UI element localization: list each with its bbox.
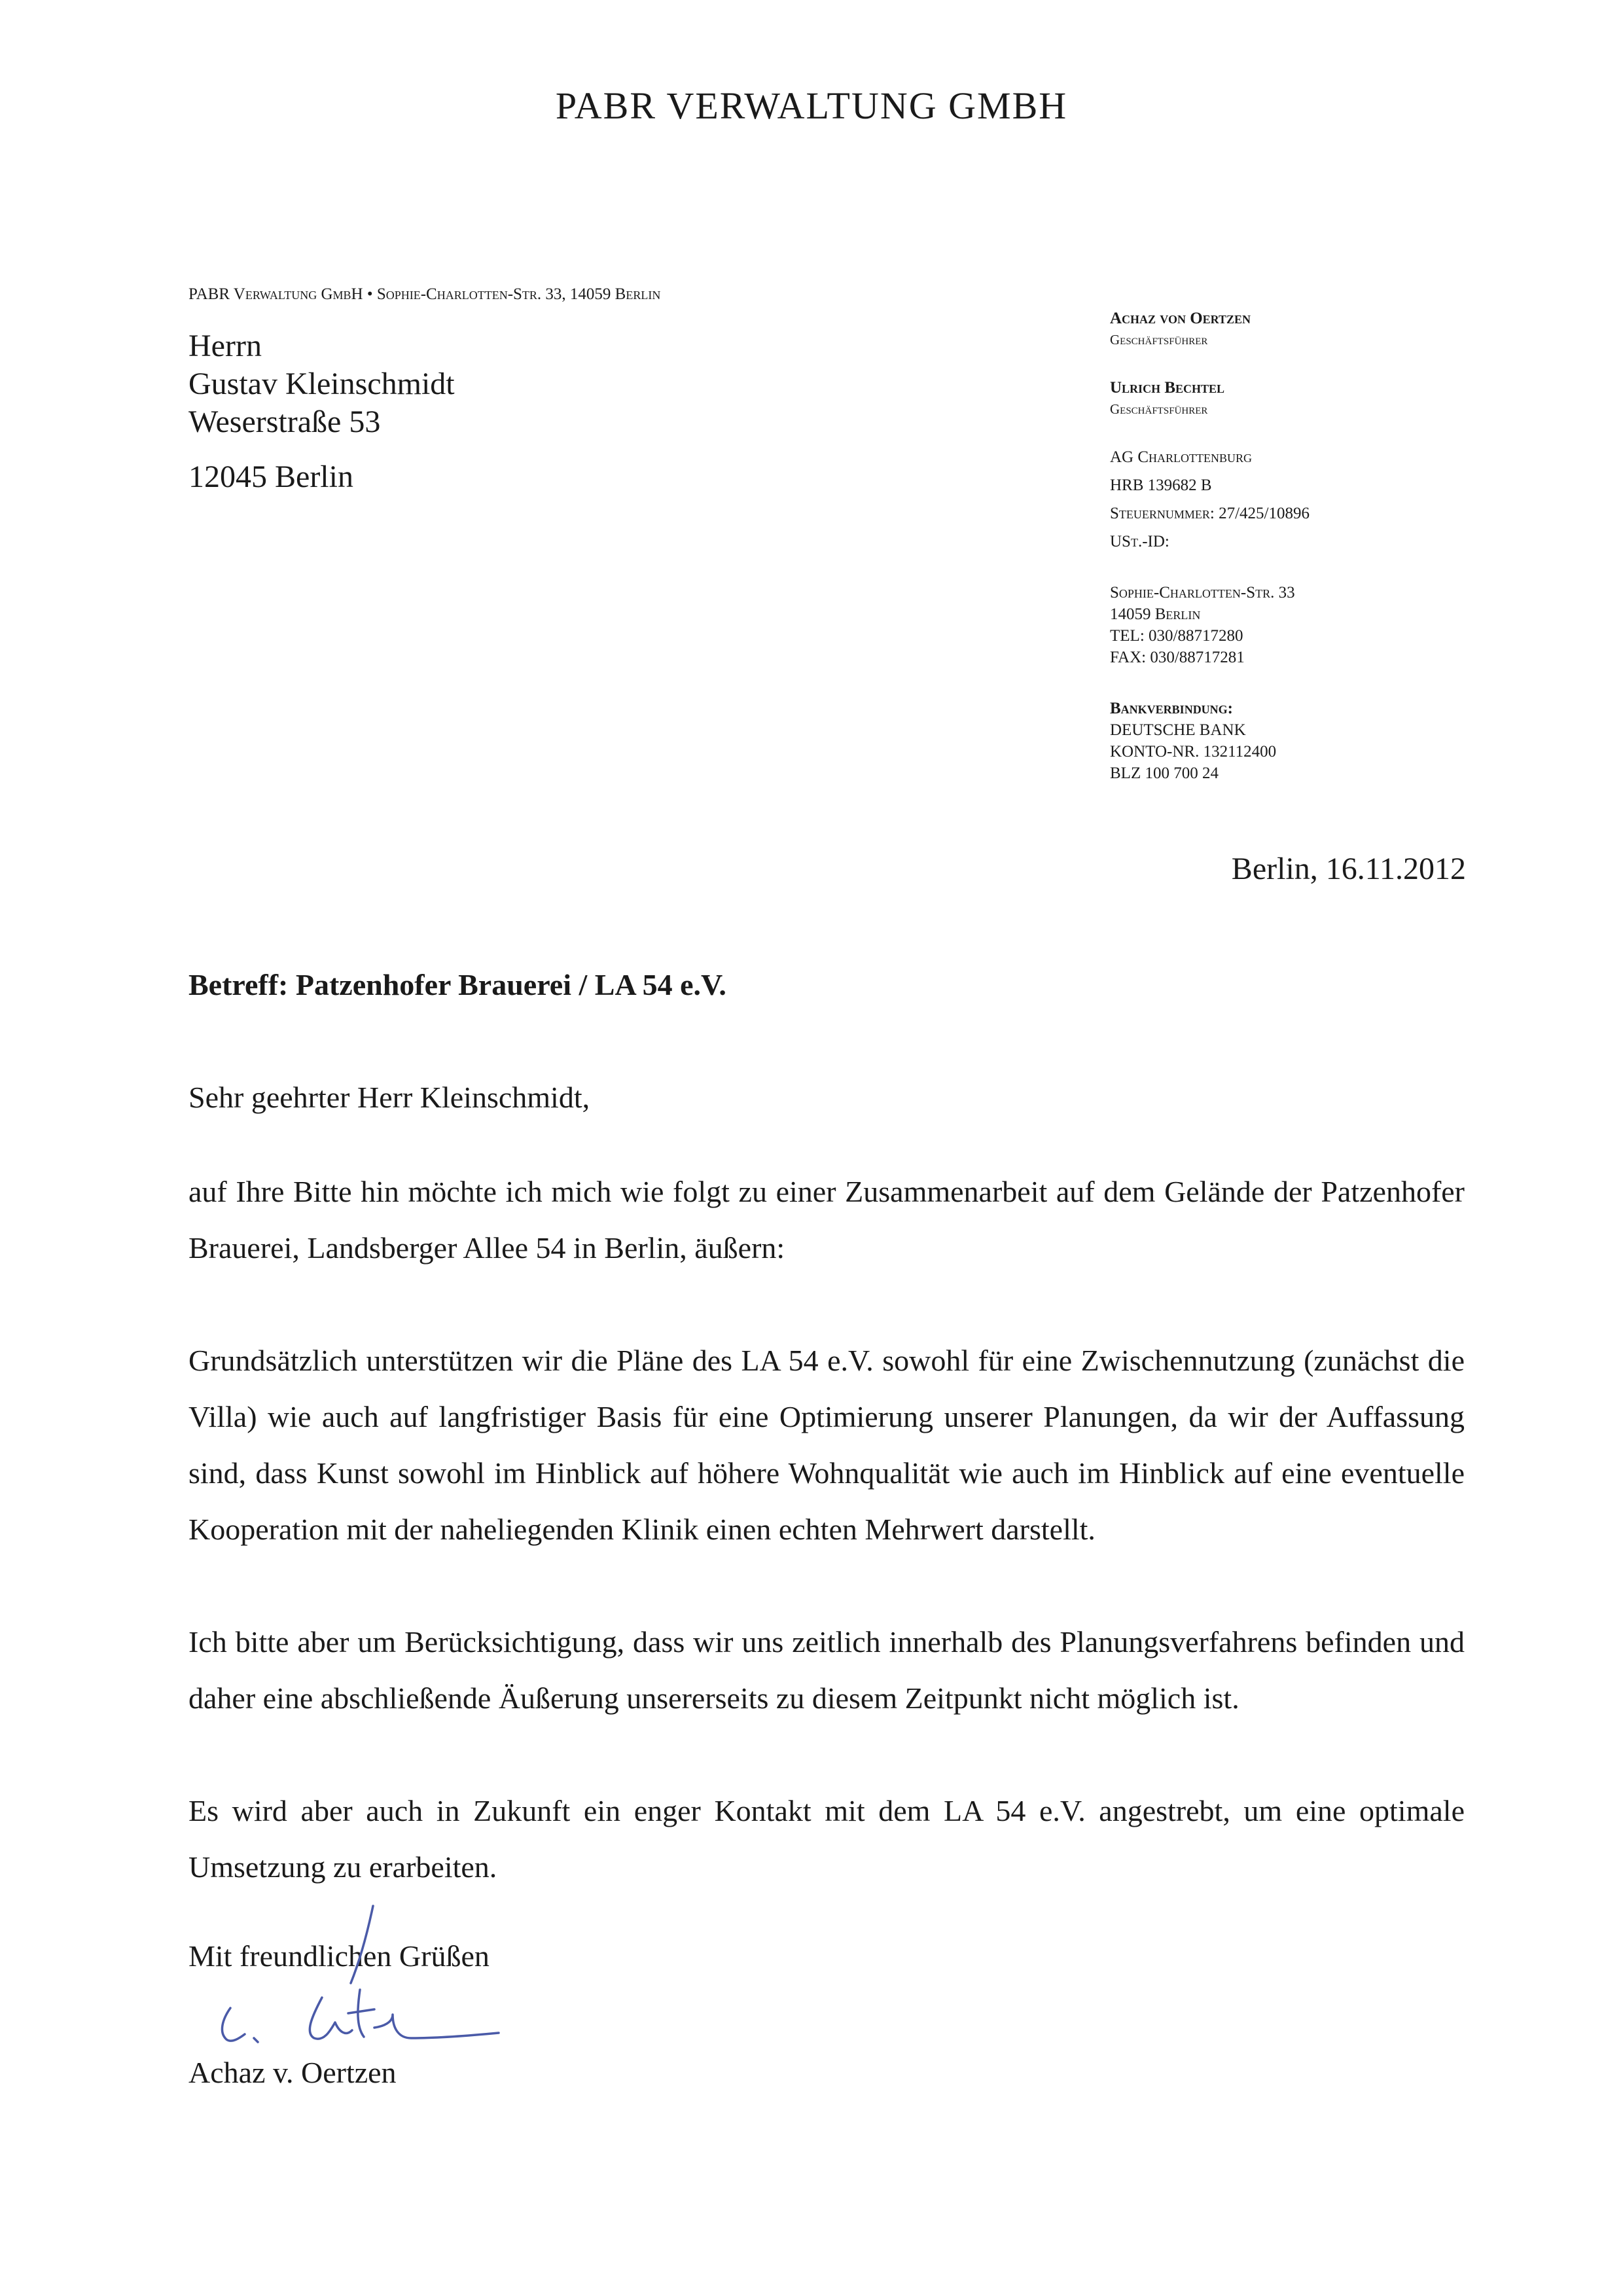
- signer-name: Achaz v. Oertzen: [188, 2056, 397, 2089]
- handwritten-signature: [196, 1898, 510, 2068]
- letter-date: Berlin, 16.11.2012: [1231, 852, 1466, 886]
- company-letterhead: PABR VERWALTUNG GMBH: [555, 84, 1068, 127]
- closing-phrase: Mit freundlichen Grüßen: [188, 1939, 490, 1973]
- recipient-city: 12045 Berlin: [188, 459, 353, 494]
- registration-block: [1110, 446, 1310, 552]
- manager-name: Achaz von Oertzen: [1110, 310, 1251, 327]
- company-sidebar: [1110, 308, 1310, 814]
- recipient-salutation: Herrn: [188, 329, 262, 363]
- body-paragraph-1: auf Ihre Bitte hin möchte ich mich wie folgt zu einer Zusammenarbeit auf dem Gelände der Patzenhofer Brauerei, Landsberger Allee 54 in Berlin, äußern:: [188, 1175, 1465, 1265]
- body-paragraph-4: Es wird aber auch in Zukunft ein enger Kontakt mit dem LA 54 e.V. angestrebt, um eine optimale Umsetzung zu erarbeiten.: [188, 1794, 1465, 1884]
- body-paragraph-2: Grundsätzlich unterstützen wir die Pläne des LA 54 e.V. sowohl für eine Zwischennutzung (zunächst die Villa) wie auch auf langfristiger Basis für eine Optimierung unserer Planungen, da wir der Auffassung sind, dass Kunst sowohl im Hinblick auf höhere Wohnqualität wie auch im Hinblick auf eine eventuelle Kooperation mit der naheliegenden Klinik einen echten Mehrwert darstellt.: [188, 1344, 1465, 1546]
- phone-number: TEL: 030/88717280: [1110, 627, 1243, 645]
- address-city: 14059 Berlin: [1110, 605, 1201, 623]
- tax-number: Steuernummer: 27/425/10896: [1110, 505, 1310, 522]
- bank-account: KONTO-NR. 132112400: [1110, 743, 1277, 761]
- body-paragraph-3: Ich bitte aber um Berücksichtigung, dass wir uns zeitlich innerhalb des Planungsverfahrens befinden und daher eine abschließende Äußerung unsererseits zu diesem Zeitpunkt nicht möglich ist.: [188, 1625, 1465, 1715]
- manager-role: Geschäftsführer: [1110, 332, 1208, 348]
- bank-name: DEUTSCHE BANK: [1110, 721, 1246, 739]
- bank-block: [1110, 698, 1310, 784]
- manager-block-1: [1110, 308, 1310, 351]
- manager-role: Geschäftsführer: [1110, 401, 1208, 417]
- contact-block: [1110, 582, 1310, 668]
- bank-code: BLZ 100 700 24: [1110, 764, 1219, 782]
- manager-name: Ulrich Bechtel: [1110, 379, 1225, 397]
- fax-number: FAX: 030/88717281: [1110, 649, 1245, 666]
- vat-id: USt.-ID:: [1110, 533, 1169, 550]
- recipient-address: [188, 327, 455, 496]
- manager-block-2: [1110, 377, 1310, 420]
- recipient-name: Gustav Kleinschmidt: [188, 367, 455, 401]
- recipient-street: Weserstraße 53: [188, 404, 381, 439]
- register-number: HRB 139682 B: [1110, 476, 1212, 494]
- subject-line: Betreff: Patzenhofer Brauerei / LA 54 e.V.: [188, 968, 726, 1001]
- bank-label: Bankverbindung:: [1110, 700, 1234, 717]
- letter-salutation: Sehr geehrter Herr Kleinschmidt,: [188, 1081, 590, 1114]
- address-street: Sophie-Charlotten-Str. 33: [1110, 584, 1295, 601]
- register-court: AG Charlottenburg: [1110, 448, 1253, 466]
- sender-return-address: PABR Verwaltung GmbH • Sophie-Charlotten-Str. 33, 14059 Berlin: [188, 285, 661, 303]
